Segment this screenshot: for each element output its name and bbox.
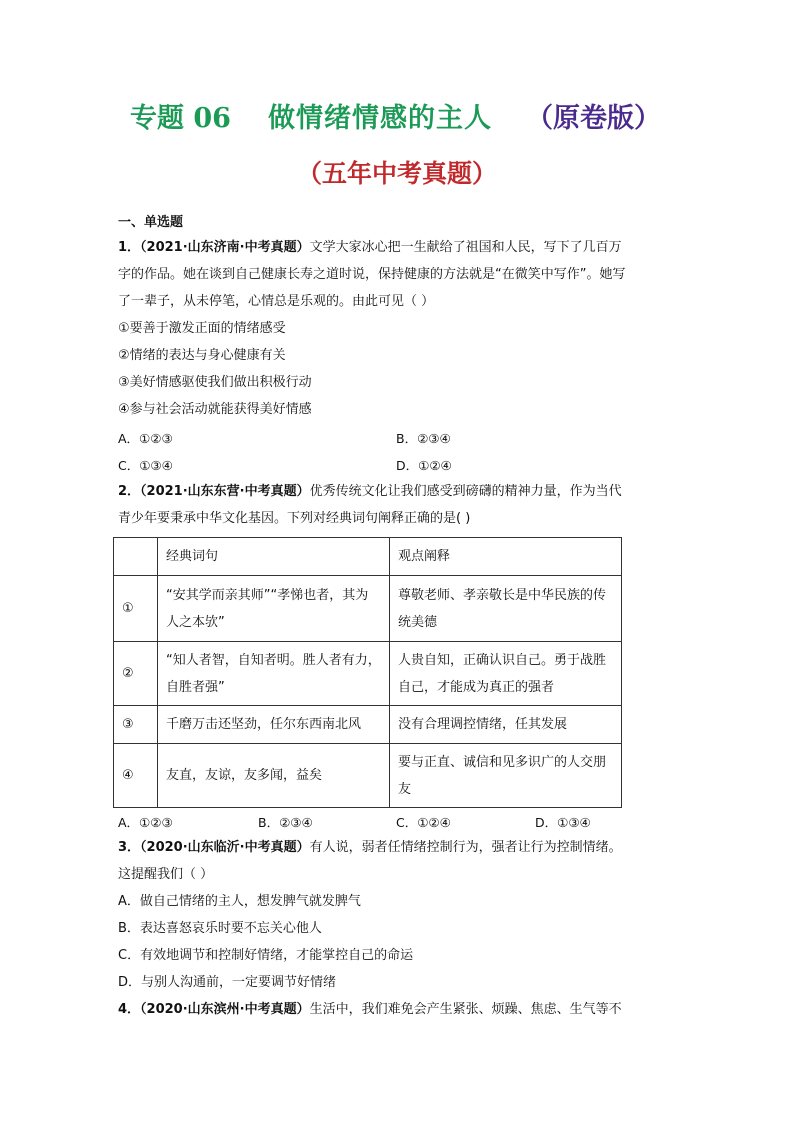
q1-line-1 [118,240,622,256]
q1-source: 1．（2021·山东济南·中考真题） [118,240,310,255]
q1-text-1: 文学大家冰心把一生献给了祖国和人民，写下了几百万 [309,240,622,255]
table-cell-explanation: 没有合理调控情绪，任其发展 [390,706,622,744]
title-edition: （原卷版） [526,103,661,134]
q3-text-2: 这提醒我们（ ） [118,867,214,882]
q2-option-d[interactable]: D．①③④ [535,815,591,830]
q2-line-1 [118,484,622,500]
q1-text-3: 了一辈子，从未停笔，心情总是乐观的。由此可见（ ） [118,294,435,309]
table-cell-index: ② [114,642,158,706]
table-cell-quote: “知人者智，自知者明。胜人者有力，自胜者强” [158,642,390,706]
title-topic-name: 做情绪情感的主人 [268,103,492,134]
page-subtitle: （五年中考真题） [296,159,497,188]
table-header-cell [114,538,158,576]
table-cell-quote: “安其学而亲其师”“孝悌也者，其为人之本欤” [158,576,390,642]
table-header-cell: 观点阐释 [390,538,622,576]
table-cell-explanation: 要与正直、诚信和见多识广的人交朋友 [390,744,622,808]
q4-line-1 [118,1002,622,1018]
q3-line-1 [118,840,622,856]
table-cell-quote: 友直，友谅，友多闻，益矣 [158,744,390,808]
q1-item-4: ④参与社会活动就能获得美好情感 [118,402,312,417]
q1-text-2: 字的作品。她在谈到自己健康长寿之道时说，保持健康的方法就是“在微笑中写作”。她写 [118,267,626,282]
q3-source: 3．（2020·山东临沂·中考真题） [118,840,310,855]
table-cell-explanation: 尊敬老师、孝亲敬长是中华民族的传统美德 [390,576,622,642]
table-cell-index: ① [114,576,158,642]
q3-option-b[interactable]: B．表达喜怒哀乐时要不忘关心他人 [118,921,322,936]
q1-item-1: ①要善于激发正面的情绪感受 [118,321,286,336]
table-row [114,706,622,744]
q4-text-1: 生活中，我们难免会产生紧张、烦躁、焦虑、生气等不 [309,1002,622,1017]
table-row [114,744,622,808]
table-cell-quote: 千磨万击还坚劲，任尔东西南北风 [158,706,390,744]
q1-option-b[interactable]: B．②③④ [396,431,451,446]
q1-option-c[interactable]: C．①③④ [118,458,173,473]
table-row [114,642,622,706]
q3-option-c[interactable]: C．有效地调节和控制好情绪，才能掌控自己的命运 [118,948,414,963]
page-title [0,96,794,136]
table-cell-index: ③ [114,706,158,744]
q1-option-d[interactable]: D．①②④ [396,458,452,473]
q1-option-a[interactable]: A．①②③ [118,431,173,446]
q1-item-3: ③美好情感驱使我们做出积极行动 [118,375,312,390]
q2-table [113,537,622,808]
table-cell-explanation: 人贵自知，正确认识自己。勇于战胜自己，才能成为真正的强者 [390,642,622,706]
table-header-row [114,538,622,576]
q2-text-2: 青少年要秉承中华文化基因。下列对经典词句阐释正确的是( ) [118,511,471,526]
table-cell-index: ④ [114,744,158,808]
q3-option-d[interactable]: D．与别人沟通前，一定要调节好情绪 [118,975,337,990]
q2-option-b[interactable]: B．②③④ [258,815,313,830]
q3-text-1: 有人说，弱者任情绪控制行为，强者让行为控制情绪。 [309,840,622,855]
q2-text-1: 优秀传统文化让我们感受到磅礴的精神力量，作为当代 [309,484,622,499]
table-header-cell: 经典词句 [158,538,390,576]
q1-item-2: ②情绪的表达与身心健康有关 [118,348,286,363]
q4-source: 4．（2020·山东滨州·中考真题） [118,1002,310,1017]
q2-option-a[interactable]: A．①②③ [118,815,173,830]
q2-option-c[interactable]: C．①②④ [396,815,451,830]
table-row [114,576,622,642]
title-topic-number: 专题 06 [130,103,231,134]
q2-source: 2．（2021·山东东营·中考真题） [118,484,310,499]
section-heading: 一、单选题 [118,215,184,230]
q3-option-a[interactable]: A．做自己情绪的主人，想发脾气就发脾气 [118,894,361,909]
